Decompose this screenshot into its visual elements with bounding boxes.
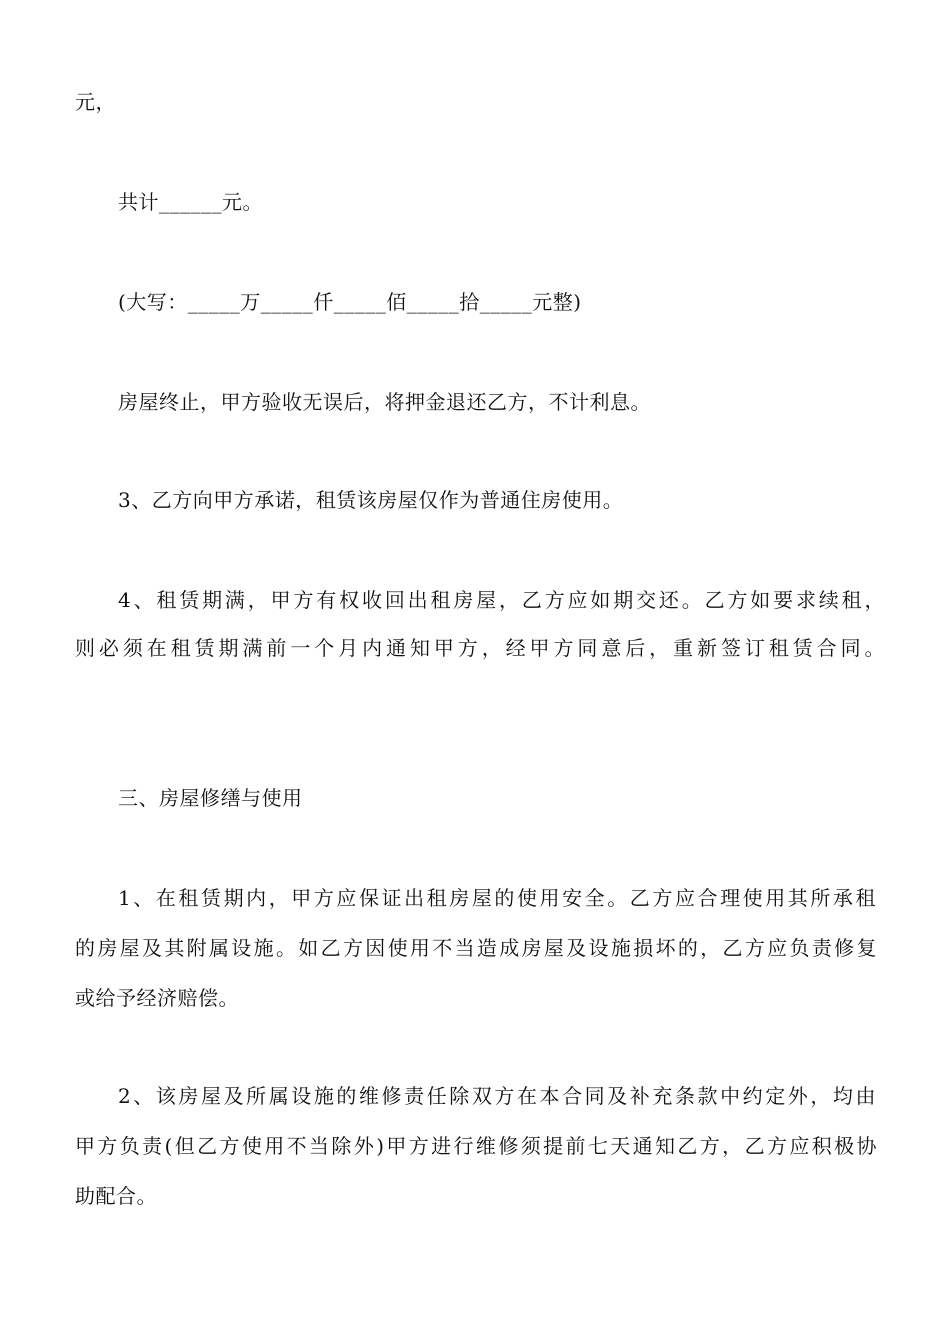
section-title-repair-and-use: 三、房屋修缮与使用 xyxy=(118,786,303,810)
repair-clause-1-line-3: 或给予经济赔偿。 xyxy=(75,986,239,1010)
repair-clause-2-line-3: 助配合。 xyxy=(75,1184,157,1208)
clause-3: 3、乙方向甲方承诺，租赁该房屋仅作为普通住房使用。 xyxy=(118,488,624,512)
repair-clause-2-line-1: 2、该房屋及所属设施的维修责任除双方在本合同及补充条款中约定外，均由 xyxy=(118,1084,876,1108)
repair-clause-1-line-2: 的房屋及其附属设施。如乙方因使用不当造成房屋及设施损坏的，乙方应负责修复 xyxy=(75,936,877,960)
text-line-yuan: 元， xyxy=(75,90,116,114)
text-line-deposit-refund: 房屋终止，甲方验收无误后，将押金退还乙方，不计利息。 xyxy=(118,390,651,414)
repair-clause-2-line-2: 甲方负责(但乙方使用不当除外)甲方进行维修须提前七天通知乙方，乙方应积极协 xyxy=(75,1134,877,1158)
clause-4-line-1: 4、租赁期满，甲方有权收回出租房屋，乙方应如期交还。乙方如要求续租， xyxy=(118,588,885,612)
clause-4-line-2: 则必须在租赁期满前一个月内通知甲方，经甲方同意后，重新签订租赁合同。 xyxy=(75,636,885,660)
text-line-amount-in-words: (大写：_____万_____仟_____佰_____拾_____元整) xyxy=(118,290,582,314)
repair-clause-1-line-1: 1、在租赁期内，甲方应保证出租房屋的使用安全。乙方应合理使用其所承租 xyxy=(118,886,876,910)
text-line-total: 共计______元。 xyxy=(118,190,263,214)
